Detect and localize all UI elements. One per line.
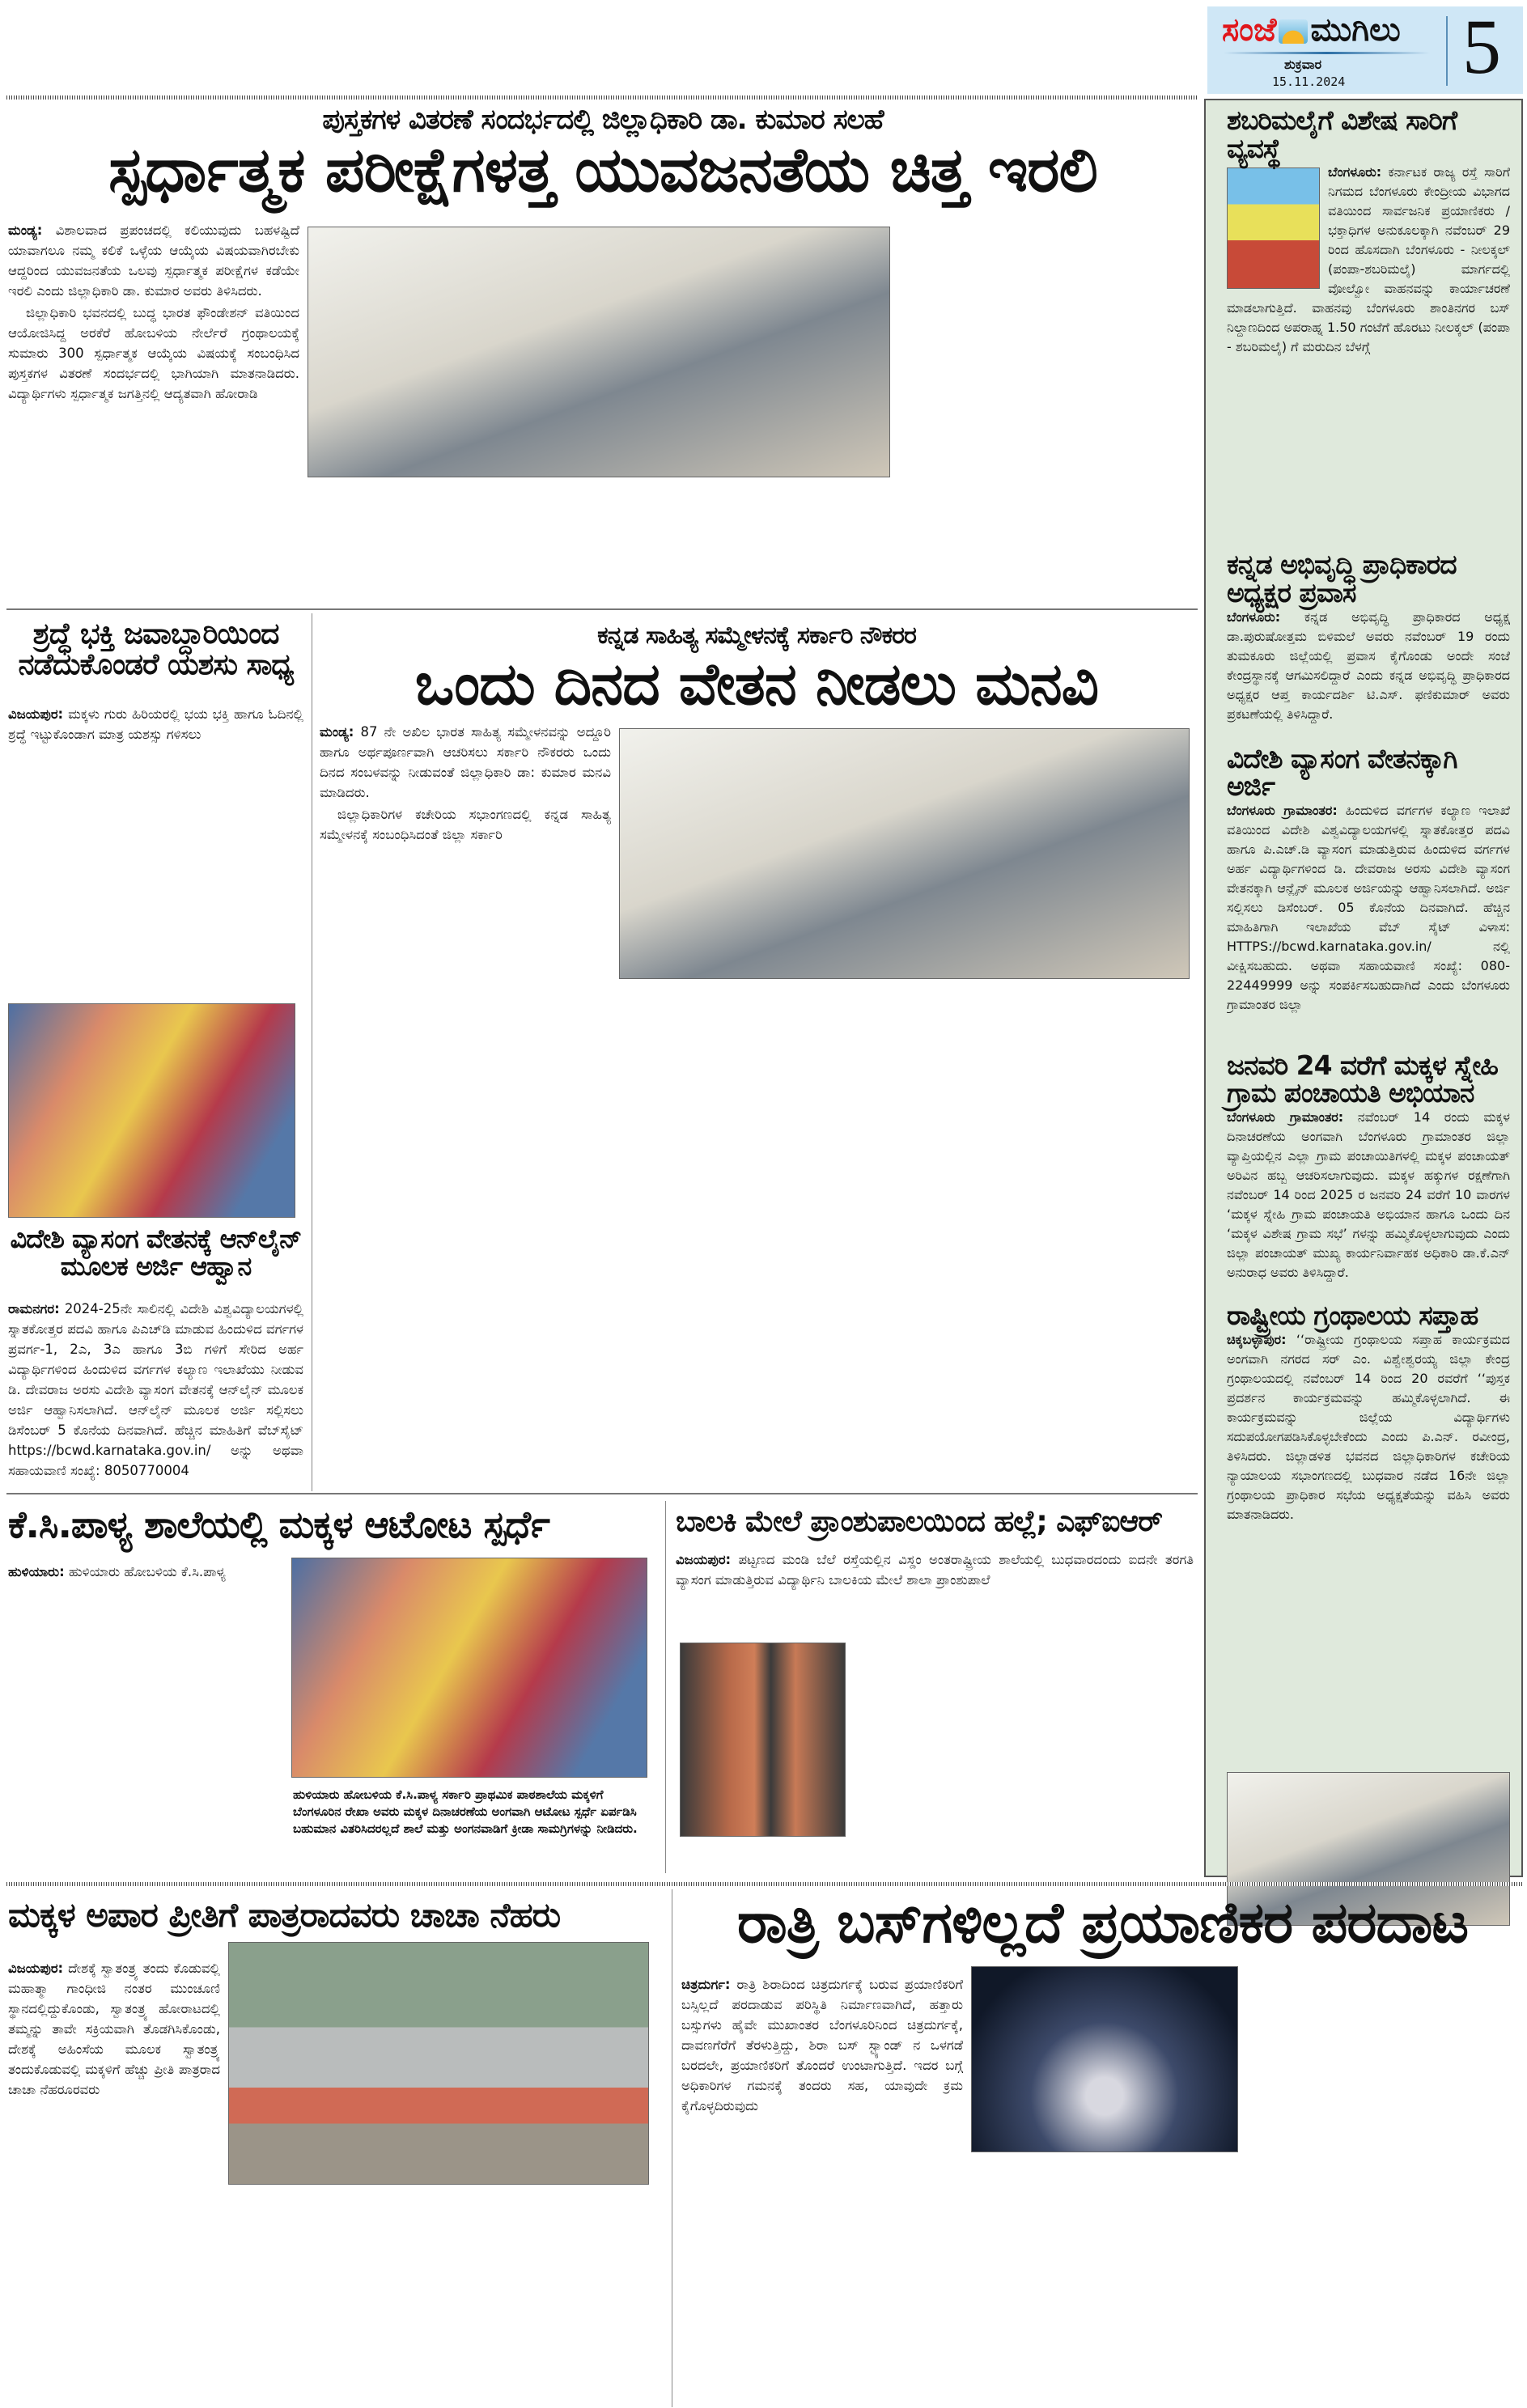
divider bbox=[6, 1493, 1198, 1494]
divider bbox=[6, 95, 1198, 100]
videshi-headline: ವಿದೇಶಿ ವ್ಯಾಸಂಗ ವೇತನಕ್ಕೆ ಆನ್‌ಲೈನ್ ಮೂಲಕ ಅರ್ಜಿ ಆಹ್ವಾನ bbox=[10, 1223, 302, 1282]
award-photo bbox=[8, 1003, 295, 1218]
videshi-body: ರಾಮನಗರ: 2024-25ನೇ ಸಾಲಿನಲ್ಲಿ ವಿದೇಶಿ ವಿಶ್ವವಿದ್ಯಾಲಯಗಳಲ್ಲಿ ಸ್ನಾತಕೋತ್ತರ ಪದವಿ ಹಾಗೂ ಪಿಎಚ್‌ಡಿ ಮಾಡುವ ಹಿಂದುಳಿದ ವರ್ಗಗಳ ಪ್ರವರ್ಗ-1, 2ಎ, 3ಎ ಹಾಗೂ 3ಬಿ ಗಳಿಗೆ ಸೇರಿದ ಅರ್ಹ ವಿದ್ಯಾರ್ಥಿಗಳಿಂದ ಹಿಂದುಳಿದ ವರ್ಗಗಳ ಕಲ್ಯಾಣ ಇಲಾಖೆಯು ನೀಡುವ ಡಿ. ದೇವರಾಜ ಅರಸು ವಿದೇಶಿ ವ್ಯಾಸಂಗ ವೇತನಕ್ಕೆ ಆನ್‌ಲೈನ್ ಮೂಲಕ ಅರ್ಜಿ ಆಹ್ವಾನಿಸಲಾಗಿದೆ. ಆನ್‌ಲೈನ್ ಮೂಲಕ ಅರ್ಜಿ ಸಲ್ಲಿಸಲು ಡಿಸೆಂಬರ್ 5 ಕೊನೆಯ ದಿನವಾಗಿದೆ. ಹೆಚ್ಚಿನ ಮಾಹಿತಿಗೆ ವೆಬ್‌ಸೈಟ್ https://bcwd.karnataka.gov.in/ ಅನ್ನು ಅಥವಾ ಸಹಾಯವಾಣಿ ಸಂಖ್ಯೆ: 8050770004 bbox=[8, 1301, 303, 1478]
lead-kicker: ಪುಸ್ತಕಗಳ ವಿತರಣೆ ಸಂದರ್ಭದಲ್ಲಿ ಜಿಲ್ಲಾಧಿಕಾರಿ ಡಾ. ಕುಮಾರ ಸಲಹೆ bbox=[322, 104, 884, 136]
issue-day: ಶುಕ್ರವಾರ bbox=[1284, 57, 1322, 72]
divider bbox=[6, 1882, 1523, 1886]
divider bbox=[1446, 16, 1448, 86]
balaki-body: ವಿಜಯಪುರ: ಪಟ್ಟಣದ ಮಂಡಿ ಬೆಲೆ ರಸ್ತೆಯಲ್ಲಿನ ವಿಸ್ಡಂ ಅಂತರಾಷ್ಟ್ರೀಯ ಶಾಲೆಯಲ್ಲಿ ಬುಧವಾರದಂದು ಐದನೇ ತರಗತಿ ವ್ಯಾಸಂಗ ಮಾಡುತ್ತಿರುವ ವಿದ್ಯಾರ್ಥಿನಿ ಬಾಲಕಿಯ ಮೇಲೆ ಶಾಲಾ ಪ್ರಾಂಶುಪಾಲೆ bbox=[676, 1552, 1194, 1588]
lead-headline: ಸ್ಪರ್ಧಾತ್ಮಕ ಪರೀಕ್ಷೆಗಳತ್ತ ಯುವಜನತೆಯ ಚಿತ್ತ ಇರಲಿ bbox=[108, 134, 1097, 206]
meeting-photo bbox=[619, 728, 1190, 979]
lead-body: ಮಂಡ್ಯ: ವಿಶಾಲವಾದ ಪ್ರಪಂಚದಲ್ಲಿ ಕಲಿಯುವುದು ಬಹಳಷ್ಟಿದೆ ಯಾವಾಗಲೂ ನಮ್ಮ ಕಲಿಕೆ ಒಳ್ಳೆಯ ಆಯ್ಕೆಯ ವಿಷಯವಾಗಿರಬೇಕು ಆದ್ದರಿಂದ ಯುವಜನತೆಯ ಒಲವು ಸ್ಪರ್ಧಾತ್ಮಕ ಪರೀಕ್ಷೆಗಳ ಕಡೆಯೇ ಇರಲಿ ಎಂದು ಜಿಲ್ಲಾಧಿಕಾರಿ ಡಾ. ಕುಮಾರ ಅವರು ತಿಳಿಸಿದರು. ಜಿಲ್ಲಾಧಿಕಾರಿ ಭವನದಲ್ಲಿ ಬುದ್ಧ ಭಾರತ ಫೌಂಡೇಶನ್ ವತಿಯಿಂದ ಆಯೋಜಿಸಿದ್ದ ಅರಕೆರೆ ಹೋಬಳಿಯ ನೇರ್ಲೆರೆ ಗ್ರಂಥಾಲಯಕ್ಕೆ ಸುಮಾರು 300 ಸ್ಪರ್ಧಾತ್ಮಕ ಆಯ್ಕೆಯ ವಿಷಯಕ್ಕೆ ಸಂಬಂಧಿಸಿದ ಪುಸ್ತಕಗಳ ವಿತರಣೆ ಸಂದರ್ಭದಲ್ಲಿ ಭಾಗಿಯಾಗಿ ಮಾತನಾಡಿದರು. ವಿದ್ಯಾರ್ಥಿಗಳು ಸ್ಪರ್ಧಾತ್ಮಕ ಜಗತ್ತಿನಲ್ಲಿ ಆದ್ಯತವಾಗಿ ಹೋರಾಡಿ bbox=[8, 223, 299, 401]
nehru-headline: ಮಕ್ಕಳ ಅಪಾರ ಪ್ರೀತಿಗೆ ಪಾತ್ರರಾದವರು ಚಾಚಾ ನೆಹರು bbox=[8, 1895, 561, 1935]
sidebar-headline: ರಾಷ್ಟ್ರೀಯ ಗ್ರಂಥಾಲಯ ಸಪ್ತಾಹ bbox=[1227, 1299, 1478, 1332]
newspaper-logo: ಸಂಜೆ ಮುಗಿಲು bbox=[1222, 11, 1401, 49]
sidebar-headline: ವಿದೇಶಿ ವ್ಯಾಸಂಗ ವೇತನಕ್ಕಾಗಿ ಅರ್ಜಿ bbox=[1227, 742, 1457, 803]
shraddhe-body: ವಿಜಯಪುರ: ಮಕ್ಕಳು ಗುರು ಹಿರಿಯರಲ್ಲಿ ಭಯ ಭಕ್ತಿ ಹಾಗೂ ಓದಿನಲ್ಲಿ ಶ್ರದ್ಧೆ ಇಟ್ಟುಕೊಂಡಾಗ ಮಾತ್ರ ಯಶಸ್ಸು ಗಳಿಸಲು bbox=[8, 706, 303, 742]
issue-date: 15.11.2024 bbox=[1272, 74, 1346, 89]
sidebar-story-body: ಬೆಂಗಳೂರು: ಕರ್ನಾಟಕ ರಾಜ್ಯ ರಸ್ತೆ ಸಾರಿಗೆ ನಿಗಮದ ಬೆಂಗಳೂರು ಕೇಂದ್ರೀಯ ವಿಭಾಗದ ವತಿಯಿಂದ ಸಾರ್ವಜನಿಕ ಪ್ರಯಾಣಿಕರು / ಭಕ್ತಾಧಿಗಳ ಅನುಕೂಲಕ್ಕಾಗಿ ನವೆಂಬರ್ 29 ರಿಂದ ಹೊಸದಾಗಿ ಬೆಂಗಳೂರು - ನೀಲಕ್ಕಲ್ (ಪಂಪಾ-ಶಬರಿಮಲೈ) ಮಾರ್ಗದಲ್ಲಿ ವೋಲ್ವೋ ವಾಹನವನ್ನು ಕಾರ್ಯಾಚರಣೆ ಮಾಡಲಾಗುತ್ತಿದೆ. ವಾಹನವು ಬೆಂಗಳೂರು ಶಾಂತಿನಗರ ಬಸ್ ನಿಲ್ದಾಣದಿಂದ ಅಪರಾಹ್ನ 1.50 ಗಂಟೆಗೆ ಹೊರಟು ನೀಲಕ್ಕಲ್ (ಪಂಪಾ - ಶಬರಿಮಲೈ) ಗೆ ಮರುದಿನ ಬೆಳಗ್ಗೆ bbox=[1227, 164, 1510, 355]
sidebar-headline: ಶಬರಿಮಲೈಗೆ ವಿಶೇಷ ಸಾರಿಗೆ ವ್ಯವಸ್ಥೆ bbox=[1227, 104, 1457, 164]
palm-sunset-icon bbox=[1279, 19, 1308, 44]
page-number: 5 bbox=[1462, 3, 1501, 90]
sidebar-story-body: ಚಿಕ್ಕಬಳ್ಳಾಪುರ: ‘‘ರಾಷ್ಟ್ರೀಯ ಗ್ರಂಥಾಲಯ ಸಪ್ತಾಹ ಕಾರ್ಯಕ್ರಮದ ಅಂಗವಾಗಿ ನಗರದ ಸರ್ ಎಂ. ವಿಶ್ವೇಶ್ವರಯ್ಯ ಜಿಲ್ಲಾ ಕೇಂದ್ರ ಗ್ರಂಥಾಲಯದಲ್ಲಿ ನವೆಂಬರ್ 14 ರಿಂದ 20 ರವರೆಗೆ ‘‘ಪುಸ್ತಕ ಪ್ರದರ್ಶನ ಕಾರ್ಯಕ್ರಮವನ್ನು ಹಮ್ಮಿಕೊಳ್ಳಲಾಗಿದೆ. ಈ ಕಾರ್ಯಕ್ರಮವನ್ನು ಜಿಲ್ಲೆಯ ವಿದ್ಯಾರ್ಥಿಗಳು ಸದುಪಯೋಗಪಡಿಸಿಕೊಳ್ಳಬೇಕೆಂದು ಎಂದು ಪಿ.ಎನ್. ರವೀಂದ್ರ, ತಿಳಿಸಿದರು. ಜಿಲ್ಲಾಡಳಿತ ಭವನದ ಜಿಲ್ಲಾಧಿಕಾರಿಗಳ ಕಚೇರಿಯ ನ್ಯಾಯಾಲಯ ಸಭಾಂಗಣದಲ್ಲಿ ಬುಧವಾರ ನಡೆದ 16ನೇ ಜಿಲ್ಲಾ ಗ್ರಂಥಾಲಯ ಪ್ರಾಧಿಕಾರ ಸಭೆಯ ಅಧ್ಯಕ್ಷತೆಯನ್ನು ವಹಿಸಿ ಅವರು ಮಾತನಾಡಿದರು. bbox=[1227, 1331, 1510, 1522]
sidebar-story-body: ಬೆಂಗಳೂರು ಗ್ರಾಮಾಂತರ: ಹಿಂದುಳಿದ ವರ್ಗಗಳ ಕಲ್ಯಾಣ ಇಲಾಖೆ ವತಿಯಿಂದ ವಿದೇಶಿ ವಿಶ್ವವಿದ್ಯಾಲಯಗಳಲ್ಲಿ ಸ್ನಾತಕೋತ್ತರ ಪದವಿ ಹಾಗೂ ಪಿ.ಎಚ್.ಡಿ ವ್ಯಾಸಂಗ ಮಾಡುತ್ತಿರುವ ಹಿಂದುಳಿದ ವರ್ಗಗಳ ಅರ್ಹ ವಿದ್ಯಾರ್ಥಿಗಳಿಂದ ಡಿ. ದೇವರಾಜ ಅರಸು ವಿದೇಶಿ ವ್ಯಾಸಂಗ ವೇತನಕ್ಕಾಗಿ ಆನ್ಲೈನ್ ಮೂಲಕ ಅರ್ಜಿಯನ್ನು ಆಹ್ವಾನಿಸಲಾಗಿದೆ. ಅರ್ಜಿ ಸಲ್ಲಿಸಲು ಡಿಸೆಂಬರ್. 05 ಕೊನೆಯ ದಿನವಾಗಿದೆ. ಹೆಚ್ಚಿನ ಮಾಹಿತಿಗಾಗಿ ಇಲಾಖೆಯ ವೆಬ್ ಸೈಟ್ ವಿಳಾಸ: HTTPS://bcwd.karnataka.gov.in/ ನಲ್ಲಿ ವೀಕ್ಷಿಸಬಹುದು. ಅಥವಾ ಸಹಾಯವಾಣಿ ಸಂಖ್ಯೆ: 080-22449999 ಅನ್ನು ಸಂಪರ್ಕಿಸಬಹುದಾಗಿದೆ ಎಂದು ಬೆಂಗಳೂರು ಗ್ರಾಮಾಂತರ ಜಿಲ್ಲಾ bbox=[1227, 802, 1510, 1012]
lead-photo bbox=[308, 227, 890, 477]
sammelana-kicker: ಕನ್ನಡ ಸಾಹಿತ್ಯ ಸಮ್ಮೇಳನಕ್ಕೆ ಸರ್ಕಾರಿ ನೌಕರರ bbox=[597, 621, 916, 650]
sammelana-body: ಮಂಡ್ಯ: 87 ನೇ ಅಖಿಲ ಭಾರತ ಸಾಹಿತ್ಯ ಸಮ್ಮೇಳನವನ್ನು ಅದ್ದೂರಿ ಹಾಗೂ ಅರ್ಥಪೂರ್ಣವಾಗಿ ಆಚರಿಸಲು ಸರ್ಕಾರಿ ನೌಕರರು ಒಂದು ದಿನದ ಸಂಬಳವನ್ನು ನೀಡುವಂತೆ ಜಿಲ್ಲಾಧಿಕಾರಿ ಡಾ: ಕುಮಾರ ಮನವಿ ಮಾಡಿದರು. ಜಿಲ್ಲಾಧಿಕಾರಿಗಳ ಕಚೇರಿಯ ಸಭಾಂಗಣದಲ್ಲಿ ಕನ್ನಡ ಸಾಹಿತ್ಯ ಸಮ್ಮೇಳನಕ್ಕೆ ಸಂಬಂಧಿಸಿದಂತೆ ಜಿಲ್ಲಾ ಸರ್ಕಾರಿ bbox=[320, 724, 611, 842]
sidebar-headline: ಕನ್ನಡ ಅಭಿವೃದ್ಧಿ ಪ್ರಾಧಿಕಾರದ ಅಧ್ಯಕ್ಷರ ಪ್ರವಾಸ bbox=[1227, 549, 1457, 608]
sidebar-story-body: ಬೆಂಗಳೂರು ಗ್ರಾಮಾಂತರ: ನವೆಂಬರ್ 14 ರಂದು ಮಕ್ಕಳ ದಿನಾಚರಣೆಯ ಅಂಗವಾಗಿ ಬೆಂಗಳೂರು ಗ್ರಾಮಾಂತರ ಜಿಲ್ಲಾ ವ್ಯಾಪ್ತಿಯಲ್ಲಿನ ಎಲ್ಲಾ ಗ್ರಾಮ ಪಂಚಾಯಿತಿಗಳಲ್ಲಿ ಮಕ್ಕಳ ಪಂಚಾಯತ್ ಅರಿವಿನ ಹಬ್ಬ ಆಚರಿಸಲಾಗುವುದು. ಮಕ್ಕಳ ಹಕ್ಕುಗಳ ರಕ್ಷಣೆಗಾಗಿ ನವೆಂಬರ್ 14 ರಿಂದ 2025 ರ ಜನವರಿ 24 ವರೆಗೆ 10 ವಾರಗಳ ‘ಮಕ್ಕಳ ಸ್ನೇಹಿ ಗ್ರಾಮ ಪಂಚಾಯತಿ ಅಭಿಯಾನ ಹಾಗೂ ಒಂದು ದಿನ ‘ಮಕ್ಕಳ ವಿಶೇಷ ಗ್ರಾಮ ಸಭೆ’ ಗಳನ್ನು ಹಮ್ಮಿಕೊಳ್ಳಲಾಗುವುದು ಎಂದು ಜಿಲ್ಲಾ ಪಂಚಾಯತ್ ಮುಖ್ಯ ಕಾರ್ಯನಿರ್ವಾಹಕ ಅಧಿಕಾರಿ ಡಾ.ಕೆ.ಎನ್ ಅನುರಾಧ ಅವರು ತಿಳಿಸಿದ್ದಾರೆ. bbox=[1227, 1109, 1510, 1281]
shraddhe-headline: ಶ್ರದ್ಧೆ ಭಕ್ತಿ ಜವಾಬ್ದಾರಿಯಿಂದ ನಡೆದುಕೊಂಡರೆ ಯಶಸು ಸಾಧ್ಯ bbox=[18, 617, 294, 681]
injury-photo bbox=[680, 1643, 846, 1837]
childrens-day-photo bbox=[228, 1942, 649, 2185]
logo-underline bbox=[1224, 52, 1430, 54]
sidebar-briefs bbox=[1204, 99, 1523, 1877]
balaki-headline: ಬಾಲಕಿ ಮೇಲೆ ಪ್ರಾಂಶುಪಾಲಯಿಂದ ಹಲ್ಲೆ; ಎಫ್‌ಐಆರ್ bbox=[676, 1505, 1162, 1538]
kids-sports-photo bbox=[291, 1558, 647, 1778]
bus-body: ಚಿತ್ರದುರ್ಗ: ರಾತ್ರಿ ಶಿರಾದಿಂದ ಚಿತ್ರದುರ್ಗಕ್ಕೆ ಬರುವ ಪ್ರಯಾಣಿಕರಿಗೆ ಬಸ್ಸಿಲ್ಲದೆ ಪರದಾಡುವ ಪರಿಸ್ಥಿತಿ ನಿರ್ಮಾಣವಾಗಿದೆ, ಹತ್ತಾರು ಬಸ್ಸುಗಳು ಹೈವೇ ಮುಖಾಂತರ ಬೆಂಗಳೂರಿನಿಂದ ಚಿತ್ರದುರ್ಗಕ್ಕೆ, ದಾವಣಗೆರೆಗೆ ತೆರಳುತ್ತಿದ್ದು, ಶಿರಾ ಬಸ್ ಸ್ಟ್ಯಾಂಡ್ ನ ಒಳಗಡೆ ಬರದಲೇ, ಪ್ರಯಾಣಿಕರಿಗೆ ತೊಂದರೆ ಉಂಟಾಗುತ್ತಿದೆ. ಇದರ ಬಗ್ಗೆ ಅಧಿಕಾರಿಗಳ ಗಮನಕ್ಕೆ ತಂದರು ಸಹ, ಯಾವುದೇ ಕ್ರಮ ಕೈಗೊಳ್ಳದಿರುವುದು bbox=[681, 1977, 963, 2113]
kc-palya-caption: ಹುಳಿಯಾರು ಹೋಬಳಿಯ ಕೆ.ಸಿ.ಪಾಳ್ಯ ಸರ್ಕಾರಿ ಪ್ರಾಥಮಿಕ ಪಾಠಶಾಲೆಯ ಮಕ್ಕಳಿಗೆ ಬೆಂಗಳೂರಿನ ರೇಖಾ ಅವರು ಮಕ್ಕಳ ದಿನಾಚರಣೆಯ ಅಂಗವಾಗಿ ಆಟೋಟ ಸ್ಪರ್ಧೆ ಏರ್ಪಡಿಸಿ ಬಹುಮಾನ ವಿತರಿಸಿದರಲ್ಲದೆ ಶಾಲೆ ಮತ್ತು ಅಂಗನವಾಡಿಗೆ ಕ್ರೀಡಾ ಸಾಮಗ್ರಿಗಳನ್ನು ನೀಡಿದರು. bbox=[293, 1787, 638, 1836]
bus-headline: ರಾತ್ರಿ ಬಸ್‌ಗಳಿಲ್ಲದೆ ಪ್ರಯಾಣಿಕರ ಪರದಾಟ bbox=[736, 1889, 1469, 1956]
temple-photo bbox=[1227, 167, 1320, 289]
sidebar-headline: ಜನವರಿ 24 ವರೆಗೆ ಮಕ್ಕಳ ಸ್ನೇಹಿ ಗ್ರಾಮ ಪಂಚಾಯತಿ ಅಭಿಯಾನ bbox=[1227, 1049, 1498, 1109]
masthead bbox=[1207, 3, 1523, 94]
bus-stand-photo bbox=[971, 1966, 1238, 2152]
divider bbox=[6, 608, 1198, 610]
divider bbox=[665, 1501, 666, 1873]
sammelana-headline: ಒಂದು ದಿನದ ವೇತನ ನೀಡಲು ಮನವಿ bbox=[414, 650, 1099, 718]
kc-palya-body: ಹುಳಿಯಾರು: ಹುಳಿಯಾರು ಹೋಬಳಿಯ ಕೆ.ಸಿ.ಪಾಳ್ಯ bbox=[8, 1564, 226, 1579]
kc-palya-headline: ಕೆ.ಸಿ.ಪಾಳ್ಯ ಶಾಲೆಯಲ್ಲಿ ಮಕ್ಕಳ ಆಟೋಟ ಸ್ಪರ್ಧೆ bbox=[8, 1503, 549, 1546]
nehru-body: ವಿಜಯಪುರ: ದೇಶಕ್ಕೆ ಸ್ವಾತಂತ್ರ್ಯ ತಂದು ಕೊಡುವಲ್ಲಿ ಮಹಾತ್ಮಾ ಗಾಂಧೀಜಿ ನಂತರ ಮುಂಚೂಣಿ ಸ್ಥಾನದಲ್ಲಿದ್ದುಕೊಂಡು, ಸ್ವಾತಂತ್ರ್ಯ ಹೋರಾಟದಲ್ಲಿ ತಮ್ಮನ್ನು ತಾವೇ ಸಕ್ರಿಯವಾಗಿ ತೊಡಗಿಸಿಕೊಂಡು, ದೇಶಕ್ಕೆ ಅಹಿಂಸೆಯ ಮೂಲಕ ಸ್ವಾತಂತ್ರ್ಯ ತಂದುಕೊಡುವಲ್ಲಿ ಮಕ್ಕಳಿಗೆ ಹೆಚ್ಚು ಪ್ರೀತಿ ಪಾತ್ರರಾದ ಚಾಚಾ ನೆಹರೂರವರು bbox=[8, 1961, 220, 2097]
sidebar-story-body: ಬೆಂಗಳೂರು: ಕನ್ನಡ ಅಭಿವೃದ್ಧಿ ಪ್ರಾಧಿಕಾರದ ಅಧ್ಯಕ್ಷ ಡಾ.ಪುರುಷೋತ್ತಮ ಬಿಳಿಮಲೆ ಅವರು ನವೆಂಬರ್ 19 ರಂದು ತುಮಕೂರು ಜಿಲ್ಲೆಯಲ್ಲಿ ಪ್ರವಾಸ ಕೈಗೊಂಡು ಅಂದೇ ಸಂಜೆ ಕೇಂದ್ರಸ್ಥಾನಕ್ಕೆ ಆಗಮಿಸಲಿದ್ದಾರೆ ಎಂದು ಕನ್ನಡ ಅಭಿವೃದ್ಧಿ ಪ್ರಾಧಿಕಾರದ ಅಧ್ಯಕ್ಷರ ಆಪ್ತ ಕಾರ್ಯದರ್ಶಿ ಟಿ.ಎಸ್. ಫಣಿಕುಮಾರ್ ಅವರು ಪ್ರಕಟಣೆಯಲ್ಲಿ ತಿಳಿಸಿದ್ದಾರೆ. bbox=[1227, 608, 1510, 722]
